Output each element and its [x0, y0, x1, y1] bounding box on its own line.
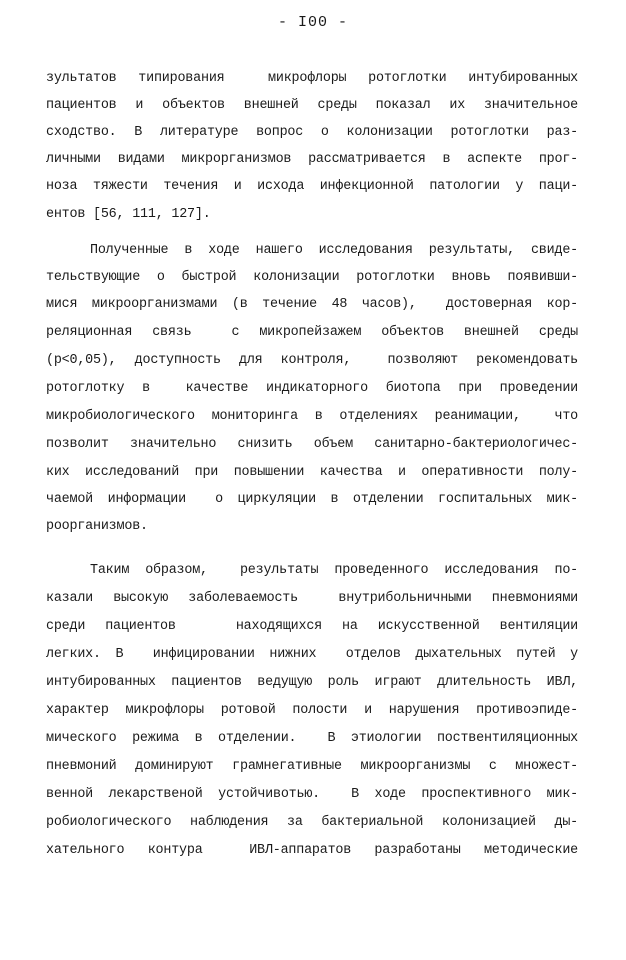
text-line: легких. В инфицировании нижних отделов дыхательных путей у	[46, 647, 578, 662]
paragraph-first-line: Полученные в ходе нашего исследования результаты, свиде-	[90, 243, 578, 258]
paragraph-first-line: Таким образом, результаты проведенного исследования по-	[90, 563, 578, 578]
text-line: личными видами микрорганизмов рассматривается в аспекте прог-	[46, 152, 578, 167]
text-line: чаемой информации о циркуляции в отделении госпитальных мик-	[46, 492, 578, 507]
text-line: сходство. В литературе вопрос о колонизации ротоглотки раз-	[46, 125, 578, 140]
text-line: интубированных пациентов ведущую роль играют длительность ИВЛ,	[46, 675, 578, 690]
text-line: мися микроорганизмами (в течение 48 часов), достоверная кор-	[46, 297, 578, 312]
text-line: мического режима в отделении. В этиологии поствентиляционных	[46, 731, 578, 746]
text-line: ких исследований при повышении качества и оперативности полу-	[46, 465, 578, 480]
text-line: пневмоний доминируют грамнегативные микроорганизмы с множест-	[46, 759, 578, 774]
text-line: ротоглотку в качестве индикаторного биотопа при проведении	[46, 381, 578, 396]
text-line: микробиологического мониторинга в отделениях реанимации, что	[46, 409, 578, 424]
text-line: (р<0,05), доступность для контроля, позволяют рекомендовать	[46, 353, 578, 368]
text-line: среди пациентов находящихся на искусственной вентиляции	[46, 619, 578, 634]
text-line: казали высокую заболеваемость внутрибольничными пневмониями	[46, 591, 578, 606]
text-line: реляционная связь с микропейзажем объектов внешней среды	[46, 325, 578, 340]
text-line: хательного контура ИВЛ-аппаратов разработаны методические	[46, 843, 578, 858]
text-line: пациентов и объектов внешней среды показал их значительное	[46, 98, 578, 113]
page-number: - I00 -	[277, 14, 348, 31]
text-line: ноза тяжести течения и исхода инфекционной патологии у паци-	[46, 179, 578, 194]
text-line: зультатов типирования микрофлоры ротоглотки интубированных	[46, 71, 578, 86]
text-line: тельствующие о быстрой колонизации ротоглотки вновь появивши-	[46, 270, 578, 285]
text-line: робиологического наблюдения за бактериальной колонизацией ды-	[46, 815, 578, 830]
text-line: венной лекарственой устойчивотью. В ходе проспективного мик-	[46, 787, 578, 802]
text-line: ентов [56, 111, 127].	[46, 207, 211, 222]
text-line: позволит значительно снизить объем санитарно-бактериологичес-	[46, 437, 578, 452]
text-line: характер микрофлоры ротовой полости и нарушения противоэпиде-	[46, 703, 578, 718]
text-line: роорганизмов.	[46, 519, 148, 534]
